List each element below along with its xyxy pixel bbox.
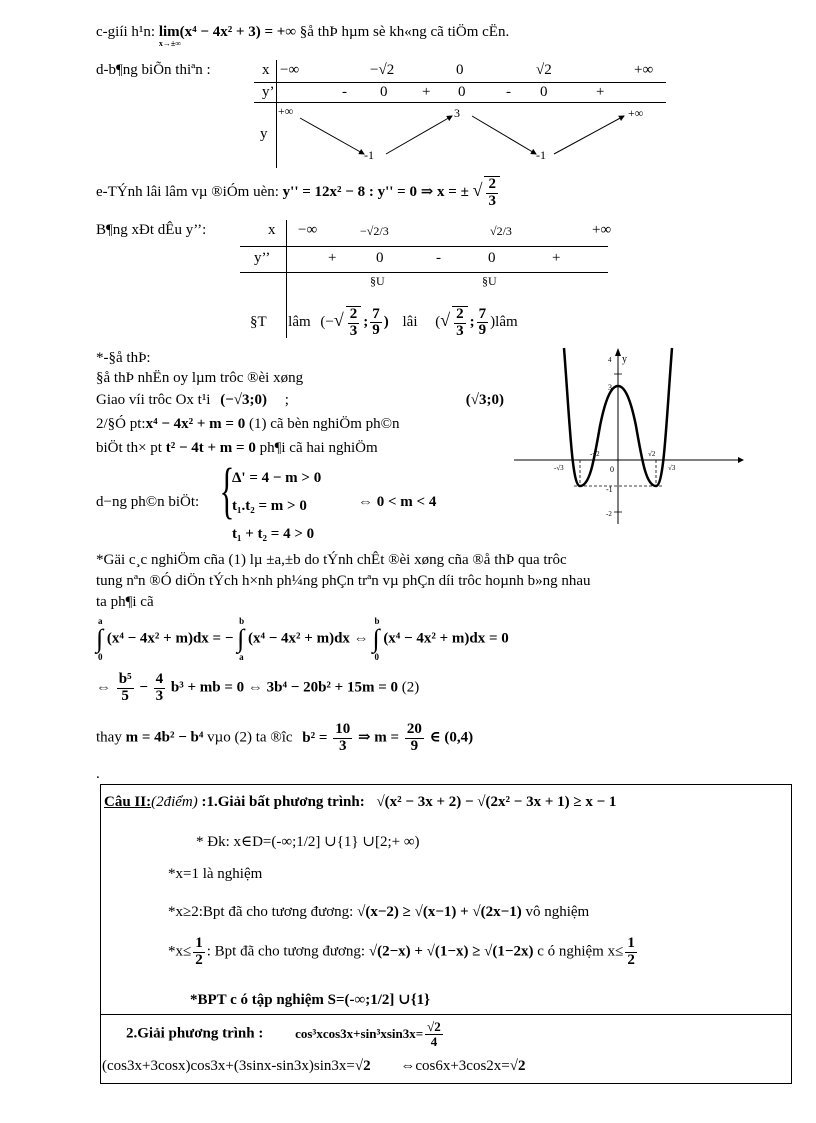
cau2-dk: * Đk: x∈D=(-∞;1/2] ∪{1} ∪[2;+ ∞) (196, 834, 420, 850)
thay-line: thay m = 4b² − b⁴ vµo (2) ta ®îc b² = $\frac{10}{3}$ ⇒ m = $\frac{20}{9}$ ∈ (0,4) (96, 721, 474, 754)
sign-x-val: +∞ (592, 222, 612, 238)
sign-x-label: x (268, 222, 276, 238)
q2-para-line: ta ph¶i cã (96, 594, 154, 610)
graph-tick-m1: -1 (606, 485, 613, 494)
sign-ypp-val: + (328, 250, 337, 266)
graph-ox: Giao víi trôc Ox t¹i (−√3;0) ; (√3;0) (96, 392, 504, 408)
cau2-x2: *x≥2:Bpt đã cho tương đương: √(x−2) ≥ √(x−1) + √(2x−1) vô nghiệm (168, 904, 590, 920)
bbt-x-val: −√2 (370, 62, 395, 78)
sign-x-val: −√2/3 (360, 224, 389, 238)
bbt-arrows (250, 60, 670, 170)
cau2-x1: *x=1 là nghiệm (168, 866, 263, 882)
q2-sys-result: ⇔ 0 < m < 4 (358, 494, 437, 510)
sign-label: B¶ng xÐt dÊu y’’: (96, 222, 207, 238)
bbt-y-val: +∞ (628, 106, 644, 120)
bbt-yp-val: 0 (540, 84, 548, 100)
graph-tick-m2: -2 (606, 510, 612, 518)
function-graph (514, 346, 744, 526)
q2-para-line: *Gäi c¸c nghiÖm cña (1) lµ ±a,±b do tÝnh chÊt ®èi xøng cña ®å thÞ qua trôc (96, 552, 567, 568)
bbt-y-val: 3 (454, 106, 460, 120)
concavity-row: §T lâm (−√ $\frac{2}{3}$ ; $\frac{7}{9}$ ) lâi (√ $\frac{2}{3}$ ; $\frac{7}{9}$ )lâm (250, 305, 518, 339)
sign-ypp-val: 0 (376, 250, 384, 266)
bbt-y-label: y (260, 126, 268, 142)
bbt-yp-val: 0 (458, 84, 466, 100)
bbt-x-val: √2 (536, 62, 552, 78)
graph-tick-3: 3 (608, 383, 612, 392)
limit-subscript: x→±∞ (158, 39, 181, 48)
graph-tick-neg-sqrt3: -√3 (554, 464, 564, 472)
cau2-result: *BPT c ó tập nghiệm S=(-∞;1/2] ∪{1} (190, 992, 431, 1008)
q2-line1: 2/§Ó pt:x⁴ − 4x² + m = 0 (1) cã bèn nghiÖm ph©n (96, 416, 400, 432)
graph-y-label: y (622, 354, 627, 365)
graph-tick-neg-sqrt2: -√2 (590, 450, 600, 458)
q2-sys-row: Δ' = 4 − m > 0 (232, 470, 322, 486)
inflection-line: e-TÝnh lâi lâm vµ ®iÓm uèn: y'' = 12x² − 8 : y'' = 0 ⇒ x = ± √ $\frac{2}{3}$ (96, 176, 502, 210)
q2-sys-row: t₁.t₂ = m > 0 (232, 498, 307, 514)
q2-sys-row: t₁ + t₂ = 4 > 0 (232, 526, 315, 542)
sign-ypp-label: y’’ (254, 250, 271, 266)
bbt-label: d-b¶ng biÕn thiªn : (96, 62, 211, 78)
graph-tick-sqrt2: √2 (648, 450, 656, 458)
q2-system (232, 464, 321, 548)
graph-tick-4: 4 (608, 356, 612, 364)
poly-line: ⇔ $\frac{\text{b⁵}}{5}$ − $\frac{4}{3}$ b³ + mb = 0 ⇔ 3b⁴ − 20b² + 15m = 0 (2) (96, 671, 420, 704)
bbt-y-val: -1 (536, 148, 546, 162)
bbt-yp-val: 0 (380, 84, 388, 100)
q2-para-line: tung nªn ®Ó diÖn tÝch h×nh ph¼ng phÇn trªn vµ phÇn díi trôc hoµnh b»ng nhau (96, 573, 591, 589)
q2-system-brace: { (219, 457, 235, 525)
graph-head: *-§å thÞ: (96, 350, 151, 366)
sign-su: §U (482, 274, 497, 288)
sign-hline (240, 272, 608, 273)
bbt-x-label: x (262, 62, 270, 78)
sign-ypp-val: - (436, 250, 441, 266)
bbt-x-val: 0 (456, 62, 464, 78)
sign-x-val: −∞ (298, 222, 318, 238)
bbt-y-val: -1 (364, 148, 374, 162)
bbt-x-val: −∞ (280, 62, 300, 78)
sign-su: §U (370, 274, 385, 288)
graph-tick-sqrt3: √3 (668, 464, 676, 472)
cau2-x3: *x≤ $\frac{1}{2}$ : Bpt đã cho tương đương: √(2−x) + √(1−x) ≥ √(1−2x) c ó nghiệm x≤ $\frac{1}{2}$ (168, 935, 635, 968)
bbt-x-val: +∞ (634, 62, 654, 78)
sign-ypp-val: 0 (488, 250, 496, 266)
graph-x-arrow (738, 457, 744, 463)
bbt-yp-val: - (342, 84, 347, 100)
bbt-yp-val: + (596, 84, 605, 100)
sign-hline (240, 246, 608, 247)
bbt-yp-val: + (422, 84, 431, 100)
bbt-yp-val: - (506, 84, 511, 100)
cau2-title: Câu II:(2điểm) :1.Giải bất phương trình: √(x² − 3x + 2) − √(2x² − 3x + 1) ≥ x − 1 (104, 794, 617, 810)
cau2-last: (cos3x+3cosx)cos3x+(3sinx-sin3x)sin3x=√2 ⇔cos6x+3cos2x=√2 (102, 1058, 526, 1074)
graph-sym: §å thÞ nhËn oy lµm trôc ®èi xøng (96, 370, 304, 386)
cau2-part2: 2.Giải phương trình : cos³xcos3x+sin³xsin3x= $\frac{√2}{4}$ (126, 1019, 441, 1049)
integral-line: ∫ a 0 (x⁴ − 4x² + m)dx = − ∫ b a (x⁴ − 4x² + m)dx ⇔ ∫ b 0 (x⁴ − 4x² + m)dx = 0 (96, 616, 509, 662)
graph-y-arrow (615, 348, 621, 356)
bbt-yp-label: y’ (262, 84, 275, 100)
sign-table (240, 220, 640, 290)
bbt-y-val: +∞ (278, 104, 294, 118)
q2-line3: d−ng ph©n biÖt: (96, 494, 200, 510)
sign-x-val: √2/3 (490, 224, 512, 238)
bbt-table (250, 60, 670, 170)
limit-line: c-giíi h¹n: lim(x⁴ − 4x² + 3) = +∞ x→±∞ §å thÞ hµm sè kh«ng cã tiÖm cËn. (96, 24, 510, 48)
cau2-divider (100, 1014, 792, 1015)
sign-ypp-val: + (552, 250, 561, 266)
q2-paragraph (96, 550, 591, 613)
stray-dot: . (96, 766, 100, 782)
q2-line2: biÖt th× pt t² − 4t + m = 0 ph¶i cã hai nghiÖm (96, 440, 378, 456)
graph-tick-0: 0 (610, 465, 614, 474)
